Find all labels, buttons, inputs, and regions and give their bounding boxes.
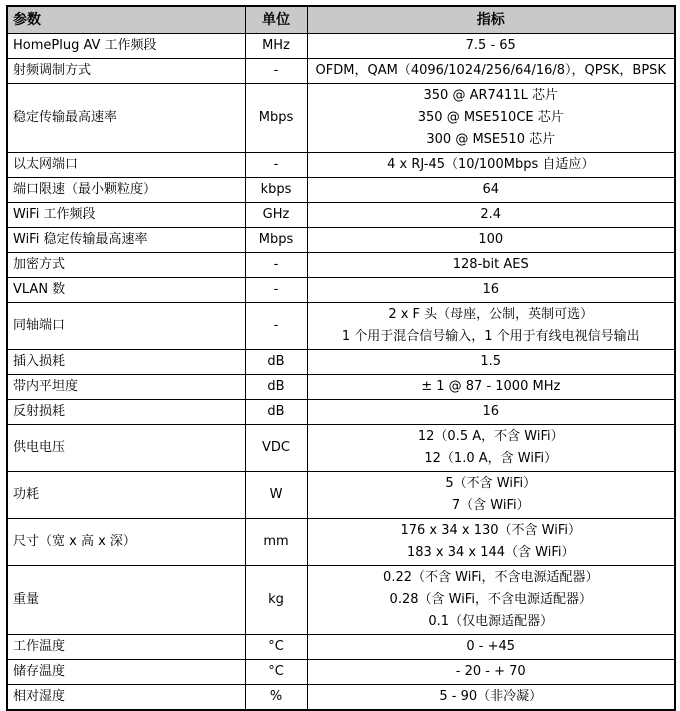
spec-line: 2 x F 头（母座，公制，英制可选） [388,307,594,322]
spec-cell [307,566,675,635]
table-row [7,153,675,178]
table-row [7,350,675,375]
unit-cell: MHz [245,34,307,59]
table-row [7,400,675,425]
spec-cell [307,400,675,425]
table-row [7,635,675,660]
spec-line: 16 [482,404,500,419]
spec-line: 5（不含 WiFi） [445,476,537,491]
spec-cell [307,350,675,375]
spec-cell [307,375,675,400]
param-cell: 功耗 [7,472,245,519]
table-header-row [7,6,675,34]
unit-cell: % [245,685,307,711]
spec-line: 4 x RJ-45（10/100Mbps 自适应） [387,157,595,172]
spec-cell [307,472,675,519]
unit-cell: dB [245,375,307,400]
param-cell: 插入损耗 [7,350,245,375]
unit-cell: - [245,253,307,278]
param-cell: 端口限速（最小颗粒度） [7,178,245,203]
spec-cell [307,519,675,566]
spec-line: ± 1 @ 87 - 1000 MHz [421,379,561,394]
table-row [7,203,675,228]
spec-line: 100 [478,232,504,247]
spec-line: 0 - +45 [466,639,516,654]
table-row [7,519,675,566]
unit-cell: °C [245,635,307,660]
param-cell: 重量 [7,566,245,635]
param-cell: WiFi 工作频段 [7,203,245,228]
header-unit: 单位 [245,6,307,34]
spec-cell [307,303,675,350]
spec-line: 350 @ MSE510CE 芯片 [417,110,564,125]
spec-cell [307,203,675,228]
spec-line: 300 @ MSE510 芯片 [426,132,556,147]
param-cell: HomePlug AV 工作频段 [7,34,245,59]
unit-cell: Mbps [245,228,307,253]
unit-cell: °C [245,660,307,685]
param-cell: 供电电压 [7,425,245,472]
spec-cell [307,685,675,711]
header-param: 参数 [7,6,245,34]
spec-line: 0.28（含 WiFi，不含电源适配器） [389,592,592,607]
spec-cell [307,178,675,203]
unit-cell: dB [245,400,307,425]
param-cell: VLAN 数 [7,278,245,303]
table-row [7,375,675,400]
table-row [7,228,675,253]
param-cell: 相对湿度 [7,685,245,711]
spec-cell [307,278,675,303]
spec-line: 0.22（不含 WiFi，不含电源适配器） [383,570,599,585]
spec-cell [307,253,675,278]
param-cell: 加密方式 [7,253,245,278]
spec-table-body [7,34,675,711]
unit-cell: kg [245,566,307,635]
spec-line: 12（0.5 A，不含 WiFi） [417,429,564,444]
spec-line: 16 [482,282,500,297]
table-row [7,566,675,635]
spec-cell [307,84,675,153]
spec-cell [307,34,675,59]
unit-cell: - [245,303,307,350]
table-row [7,253,675,278]
param-cell: 以太网端口 [7,153,245,178]
spec-line: - 20 - + 70 [455,664,526,679]
table-row [7,685,675,711]
spec-cell [307,635,675,660]
table-row [7,278,675,303]
unit-cell: mm [245,519,307,566]
param-cell: WiFi 稳定传输最高速率 [7,228,245,253]
spec-table [6,5,676,711]
unit-cell: dB [245,350,307,375]
spec-line: 0.1（仅电源适配器） [428,614,554,629]
param-cell: 尺寸（宽 x 高 x 深） [7,519,245,566]
spec-line: 176 x 34 x 130（不含 WiFi） [400,523,582,538]
spec-line: 12（1.0 A，含 WiFi） [424,451,558,466]
spec-line: 2.4 [480,207,502,222]
unit-cell: GHz [245,203,307,228]
param-cell: 反射损耗 [7,400,245,425]
spec-cell [307,660,675,685]
param-cell: 射频调制方式 [7,59,245,84]
spec-line: 64 [482,182,500,197]
spec-line: 350 @ AR7411L 芯片 [423,88,558,103]
unit-cell: - [245,278,307,303]
table-row [7,84,675,153]
unit-cell: VDC [245,425,307,472]
spec-line: 1.5 [480,354,502,369]
spec-cell [307,153,675,178]
spec-cell [307,228,675,253]
header-spec: 指标 [307,6,675,34]
spec-line: 7.5 - 65 [465,38,516,53]
unit-cell: Mbps [245,84,307,153]
table-row [7,34,675,59]
spec-line: OFDM，QAM（4096/1024/256/64/16/8），QPSK，BPSK [315,63,666,78]
unit-cell: W [245,472,307,519]
spec-cell [307,425,675,472]
param-cell: 稳定传输最高速率 [7,84,245,153]
param-cell: 同轴端口 [7,303,245,350]
table-row [7,425,675,472]
unit-cell: - [245,59,307,84]
param-cell: 储存温度 [7,660,245,685]
spec-line: 1 个用于混合信号输入，1 个用于有线电视信号输出 [341,329,640,344]
spec-line: 7（含 WiFi） [451,498,530,513]
spec-line: 5 - 90（非冷凝） [439,689,543,704]
spec-cell [307,59,675,84]
table-row [7,472,675,519]
table-row [7,660,675,685]
table-row [7,178,675,203]
param-cell: 工作温度 [7,635,245,660]
spec-line: 128-bit AES [452,257,529,272]
param-cell: 带内平坦度 [7,375,245,400]
unit-cell: kbps [245,178,307,203]
spec-line: 183 x 34 x 144（含 WiFi） [406,545,575,560]
unit-cell: - [245,153,307,178]
table-row [7,303,675,350]
table-row [7,59,675,84]
